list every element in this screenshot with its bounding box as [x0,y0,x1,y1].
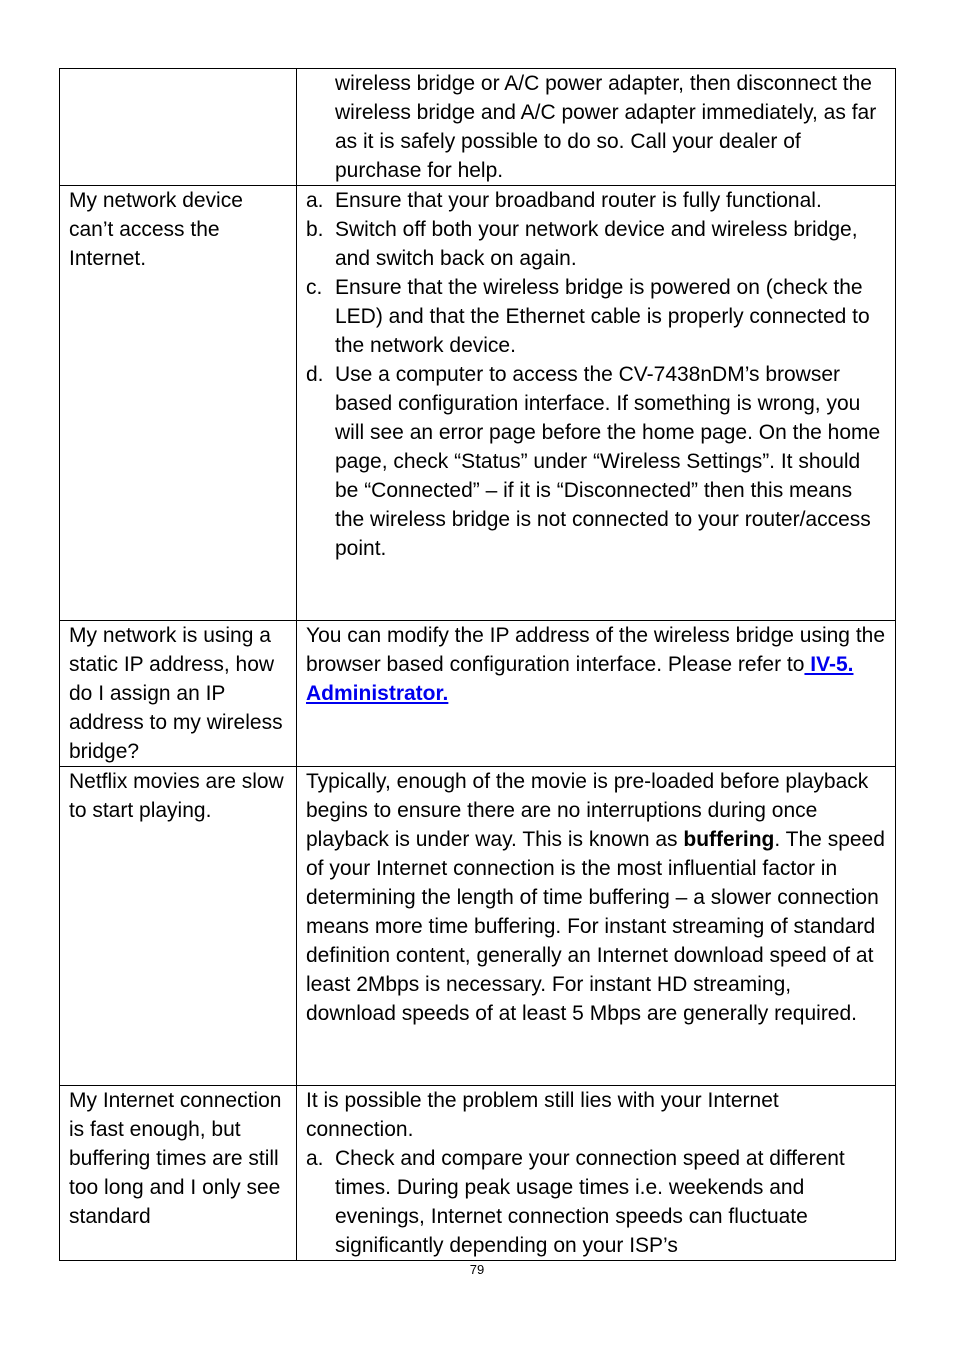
list-marker: b. [306,218,324,241]
list-item [306,1144,886,1260]
buffering-term: buffering [683,828,775,851]
table-row [60,621,896,767]
list-item-text: Use a computer to access the CV-7438nDM’s browser based configuration interface. If something is wrong, you will see an error page before the home page. On the home page, check “Status” under “Wireless Settings”. It should be “Connected” – if it is “Disconnected” then this means the wireless bridge is not connected to your router/access point. [335,363,881,560]
list-item [306,215,886,273]
answer-list [306,1144,886,1260]
list-item-text: Check and compare your connection speed at different times. During peak usage times i.e. weekends and evenings, Internet connection speeds can fluctuate significantly depending on your ISP’s [335,1147,845,1257]
answer-text: Typically, enough of the movie is pre-loaded before playback begins to ensure there are no interruptions during once playback is under way. This is known as [306,770,869,851]
table-row [60,1086,896,1261]
table-row [60,69,896,186]
list-item [306,360,886,563]
list-item [306,186,886,215]
answer-cell [297,69,896,186]
question-cell: My network device can’t access the Internet. [60,186,297,621]
answer-cell [297,186,896,621]
question-cell: Netflix movies are slow to start playing. [60,767,297,1086]
answer-text: . The speed of your Internet connection is the most influential factor in determining the length of time buffering – a slower connection means more time buffering. For instant streaming of standard definition content, generally an Internet download speed of at least 2Mbps is necessary. For instant HD streaming, download speeds of at least 5 Mbps are generally required. [306,828,885,1025]
answer-cell [297,621,896,767]
faq-table [59,68,896,1261]
table-row [60,767,896,1086]
list-item-text: Switch off both your network device and wireless bridge, and switch back on again. [335,218,858,270]
list-marker: a. [306,1147,324,1170]
administrator-section-link[interactable]: IV-5. Administrator. [306,653,854,705]
list-item [306,273,886,360]
answer-continuation: wireless bridge or A/C power adapter, then disconnect the wireless bridge and A/C power adapter immediately, as far as it is safely possible to do so. Call your dealer of purchase for help. [335,72,877,182]
answer-cell [297,1086,896,1261]
answer-text: You can modify the IP address of the wireless bridge using the browser based configuration interface. Please refer to [306,624,886,676]
list-marker: d. [306,363,324,386]
page-number: 79 [469,1262,485,1277]
question-cell: My network is using a static IP address, how do I assign an IP address to my wireless bridge? [60,621,297,767]
list-item-text: Ensure that your broadband router is fully functional. [335,189,822,212]
question-cell: My Internet connection is fast enough, but buffering times are still too long and I only see standard [60,1086,297,1261]
list-marker: c. [306,276,323,299]
list-item-text: Ensure that the wireless bridge is powered on (check the LED) and that the Ethernet cable is properly connected to the network device. [335,276,870,357]
answer-cell [297,767,896,1086]
answer-intro: It is possible the problem still lies with your Internet connection. [306,1089,779,1141]
table-row [60,186,896,621]
question-cell [60,69,297,186]
list-marker: a. [306,189,324,212]
answer-list [306,186,886,563]
